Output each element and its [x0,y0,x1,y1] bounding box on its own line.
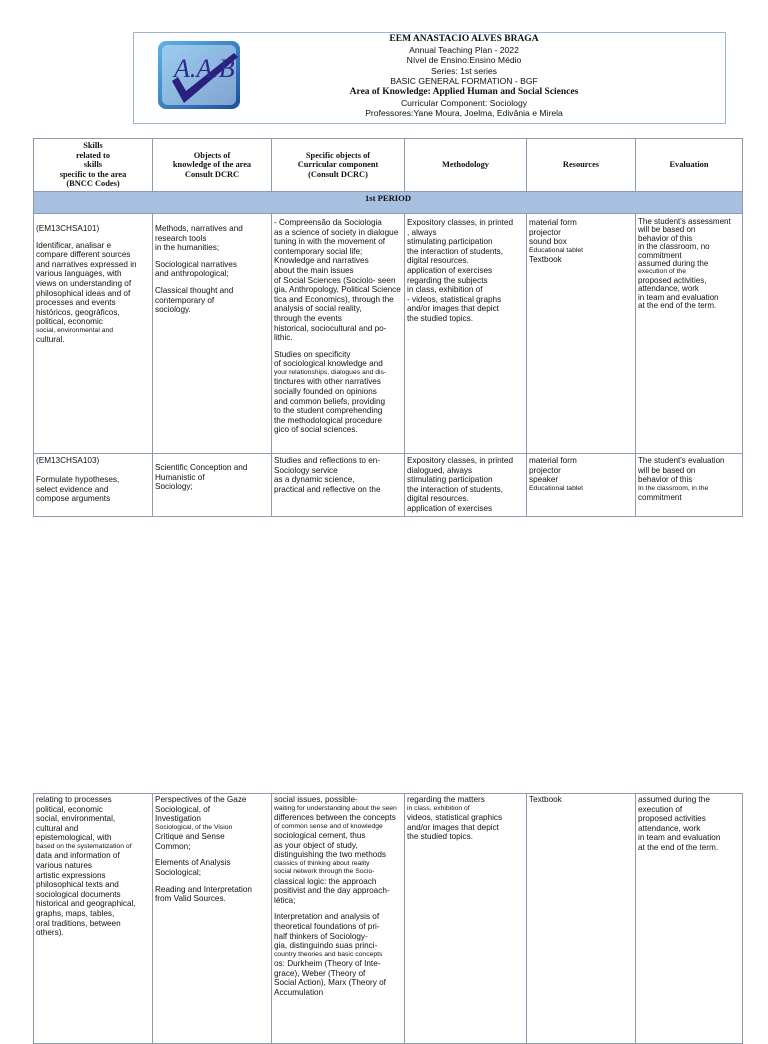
cell-skills: relating to processes political, economic social, environmental, cultural and epistemological, with based on the systematization of data and information of various natures artistic expressions philosophical texts and sociological documents historical and geographical, graphs, maps, tables, oral traditions, between others). [34,794,153,1044]
header-lines [254,34,674,119]
cell-evaluation: assumed during the execution of proposed activities attendance, work in team and evaluation at the end of the term. [636,794,743,1044]
period-label: 1st PERIOD [34,192,743,214]
cell-specific: - Compreensão da Sociologia as a science of society in dialogue tuning in with the movement of contemporary social life; Knowledge and narratives about the main issues of Social Sciences (Sociolo- seen gia, Anthropology, Political Science tica and Economics), through the analysis of social reality, through the events historical, sociocultural and po- lithic. Studies on specificity of sociological knowledge and your relationships, dialogues and dis- tinctures with other narratives socially founded on opinions and common beliefs, providing to the student comprehending the methodological procedure gico of social sciences. [272,214,405,454]
cell-specific: Studies and reflections to en- Sociology service as a dynamic science, practical and reflective on the [272,454,405,517]
area: Area of Knowledge: Applied Human and Social Sciences [349,86,579,97]
col-methodology: Methodology [405,139,527,192]
cell-specific: social issues, possible- waiting for understanding about the seen differences between the concepts of common sense and of knowledge sociological cement, thus as your object of study, distinguishing the two methods classics of thinking about reality social network through the Socio- classical logic: the approach positivist and the day approach- lética; Interpretation and analysis of theoretical foundations of pri- half thinkers of Sociology- gia, distinguindo suas princi- country theories and basic concepts os: Durkheim (Theory of Inte- grace), Weber (Theory of Social Action), Marx (Theory of Accumulation [272,794,405,1044]
table-row [34,454,743,517]
school-logo [154,37,252,121]
formation: BASIC GENERAL FORMATION - BGF [390,76,538,87]
component: Curricular Component: Sociology [400,97,528,108]
plan-table-continued [33,793,743,1044]
cell-objects: Perspectives of the Gaze Sociological, of Investigation Sociological, of the Vision Critique and Sense Common; Elements of Analysis Sociological; Reading and Interpretation from Valid Sources. [153,794,272,1044]
plan-table [33,138,743,517]
plan-title: Annual Teaching Plan - 2022 [409,44,519,55]
table-row [34,794,743,1044]
col-objects: Objects of knowledge of the area Consult DCRC [153,139,272,192]
cell-evaluation: The student's evaluation will be based on behavior of this In the classroom, in the commitment [636,454,743,517]
header-row [34,139,743,192]
cell-methodology: Expository classes, in printed dialogued, always stimulating participation the interaction of students, digital resources. application of exercises [405,454,527,517]
cell-evaluation: The student's assessment will be based on behavior of this in the classroom, no commitment assumed during the execution of the proposed activities, attendance, work in team and evaluation at the end of the term. [636,214,743,454]
period-row [34,192,743,214]
cell-methodology: regarding the matters in class, exhibition of videos, statistical graphics and/or images that depict the studied topics. [405,794,527,1044]
level: Nível de Ensino:Ensino Médio [406,55,522,66]
col-specific: Specific objects of Curricular component (Consult DCRC) [272,139,405,192]
teachers: Professores:Yane Moura, Joelma, Edivânia e Mirela [365,108,563,119]
cell-skills: (EM13CHSA101) Identificar, analisar e compare different sources and narratives expressed in various languages, with views on understanding of philosophical ideas and of processes and events históricos, geográficos, political, economic social, environmental and cultural. [34,214,153,454]
school-name: EEM ANASTACIO ALVES BRAGA [389,34,539,44]
col-evaluation: Evaluation [636,139,743,192]
cell-resources: material form projector speaker Educational tablet [527,454,636,517]
col-skills: Skills related to skills specific to the area (BNCC Codes) [34,139,153,192]
col-resources: Resources [527,139,636,192]
document-header [133,32,726,124]
cell-objects: Scientific Conception and Humanistic of Sociology; [153,454,272,517]
cell-objects: Methods, narratives and research tools in the humanities; Sociological narratives and anthropological; Classical thought and contemporary of sociology. [153,214,272,454]
cell-skills: (EM13CHSA103) Formulate hypotheses, select evidence and compose arguments [34,454,153,517]
table-row [34,214,743,454]
logo-letters: A.A.B [174,54,235,83]
cell-resources: material form projector sound box Educational tablet Textbook [527,214,636,454]
cell-methodology: Expository classes, in printed , always stimulating participation the interaction of students, digital resources. application of exercises regarding the subjects in class, exhibition of - videos, statistical graphs and/or images that depict the studied topics. [405,214,527,454]
series: Series: 1st series [431,65,497,76]
cell-resources: Textbook [527,794,636,1044]
